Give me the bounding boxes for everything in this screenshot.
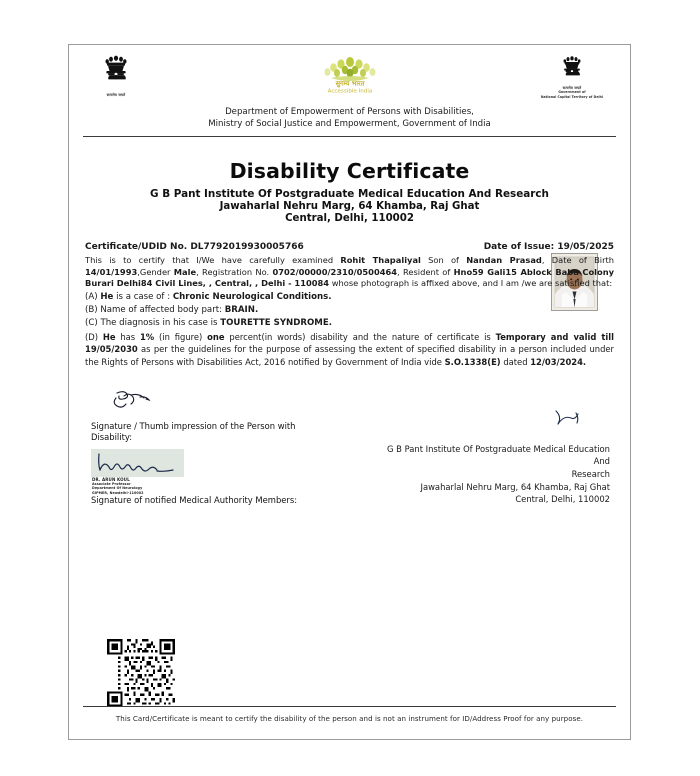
notification-date: 12/03/2024.: [530, 357, 587, 368]
disability-percentage-figure: 1%: [139, 331, 155, 342]
udid-block: [85, 241, 304, 254]
udid-label: Certificate/UDID No.: [85, 241, 188, 252]
sugamya-bharat-abhiyan-logo: [312, 53, 388, 97]
registration-number: 0702/00000/2310/0500464: [272, 266, 398, 277]
udid-number: DL7792019930005766: [190, 241, 304, 252]
svg-text:Accessible India: Accessible India: [327, 88, 372, 95]
medical-authority-signature-label: Signature of notified Medical Authority Members:: [91, 494, 298, 505]
clause-d-pronoun: He: [102, 331, 116, 342]
footer: [69, 706, 630, 723]
clause-b-text: Name of affected body part:: [100, 305, 222, 316]
certificate-details: [85, 224, 614, 369]
signature-section: [85, 369, 614, 569]
clause-a-value: Chronic Neurological Conditions.: [172, 292, 332, 303]
stamp-institute: GIPMER, Newdelhi-110002: [92, 490, 144, 495]
address-value: Hno59 Gali15 Ablock Baba Colony Burari Delhi84 Civil Lines, , Central, , Delhi - 110084: [85, 266, 615, 289]
medical-authority-signature-mark: [91, 449, 184, 477]
clause-a: [85, 291, 614, 304]
delhi-emblem-caption-line3: National Capital Territory of Delhi: [540, 95, 604, 100]
clause-c-prefix: (C): [85, 317, 98, 328]
in-figure-label: (in figure): [159, 331, 203, 342]
footer-divider: [83, 706, 616, 707]
hospital-line-3: Jawaharlal Nehru Marg, 64 Khamba, Raj Ghat: [420, 481, 610, 492]
relation-label: Son of: [428, 254, 459, 265]
title-block: [69, 137, 630, 224]
dated-label: dated: [503, 357, 528, 368]
stamp-department: Department Of Neurology: [92, 486, 143, 491]
clause-b-prefix: (B): [85, 305, 98, 316]
department-heading: [69, 107, 630, 136]
clause-c-value: TOURETTE SYNDROME.: [220, 317, 332, 328]
clause-b: [85, 304, 614, 317]
clause-a-prefix: (A): [85, 292, 98, 303]
institution-name: G B Pant Institute Of Postgraduate Medical Education And Research: [150, 187, 549, 200]
delhi-government-emblem: [536, 55, 608, 100]
footer-disclaimer: This Card/Certificate is meant to certify the disability of the person and is not an instrument for ID/Address Proof for any purpose.: [115, 714, 584, 723]
clause-a-pronoun: He: [100, 292, 114, 303]
india-emblem-caption: सत्यमेव जयते: [106, 93, 126, 97]
department-line-2: Ministry of Social Justice and Empowerment, Government of India: [208, 118, 491, 129]
hospital-line-2: Research: [571, 468, 610, 479]
delhi-emblem-caption-hindi: सत्यमेव जयते: [562, 86, 582, 90]
institution-address-line-2: Central, Delhi, 110002: [285, 212, 414, 224]
department-line-1: Department of Empowerment of Persons with Disabilities,: [225, 107, 474, 117]
gender-label: ,Gender: [137, 266, 171, 277]
date-of-birth: 14/01/1993: [85, 266, 138, 277]
valid-till-date: 19/05/2030: [85, 344, 138, 355]
institution-address-line-1: Jawaharlal Nehru Marg, 64 Khamba, Raj Ghat: [219, 200, 480, 212]
registration-label: , Registration No.: [196, 266, 270, 277]
hospital-address-block: [370, 443, 610, 506]
applicant-signature-label-line2: Disability:: [91, 432, 133, 443]
date-of-issue-value: 19/05/2025: [557, 241, 614, 252]
delhi-emblem-caption-line2: Government of: [558, 90, 586, 95]
stamp-designation: Associate Professor: [92, 482, 131, 487]
clause-d-text-2: as per the guidelines for the purpose of assessing the extent of specified disability in a person included under the Rights of Persons with Disabilities Act, 2016 notified by Government of India vide: [85, 344, 614, 368]
certificate-page: [68, 44, 631, 740]
certificate-qr-code: [105, 637, 177, 709]
date-of-issue-block: [484, 241, 614, 254]
date-of-issue-label: Date of Issue:: [483, 241, 555, 252]
clause-a-text: is a case of :: [116, 292, 171, 303]
header-emblem-row: [69, 45, 630, 107]
clause-c-text: The diagnosis in his case is: [100, 317, 218, 328]
resident-label: , Resident of: [397, 266, 451, 277]
clause-list: [85, 291, 614, 369]
clause-d-prefix: (D): [85, 331, 98, 342]
hospital-line-1: G B Pant Institute Of Postgraduate Medical Education And: [387, 443, 610, 467]
hospital-line-4: Central, Delhi, 110002: [515, 494, 610, 505]
udid-and-date-row: [85, 241, 614, 254]
intro-text: This is to certify that I/We have carefully examined: [85, 254, 334, 265]
father-name: Nandan Prasad: [466, 254, 542, 265]
applicant-signature-mark: [107, 387, 161, 415]
authority-initial-mark: [550, 407, 586, 431]
clause-c: [85, 317, 614, 330]
certificate-body-paragraph: [85, 255, 614, 290]
clause-b-value: BRAIN.: [224, 305, 259, 316]
clause-d-has: has: [120, 331, 136, 342]
stamp-doctor-name: DR. ARUN KOUL: [92, 476, 130, 482]
notification-number: S.O.1338(E): [444, 357, 501, 368]
dob-label: , Date of Birth: [541, 254, 614, 265]
clause-d: [85, 331, 614, 369]
india-state-emblem: [93, 54, 139, 97]
applicant-signature-label-line1: Signature / Thumb impression of the Person with: [91, 420, 296, 431]
person-name: Rohit Thapaliyal: [340, 254, 421, 265]
svg-text:सुगम्य भारत: सुगम्य भारत: [335, 79, 364, 88]
photograph-affixed-text: whose photograph is affixed above, and I am /we are satisfied that:: [331, 278, 613, 289]
clause-d-words-label: percent(in words) disability and the nature of certificate is: [229, 331, 491, 342]
page-title: Disability Certificate: [229, 158, 470, 183]
certificate-nature: Temporary and valid till: [495, 331, 614, 342]
disability-percentage-words: one: [207, 331, 225, 342]
applicant-signature-label: [91, 421, 321, 444]
gender-value: Male: [173, 266, 197, 277]
medical-authority-stamp: [92, 477, 192, 495]
